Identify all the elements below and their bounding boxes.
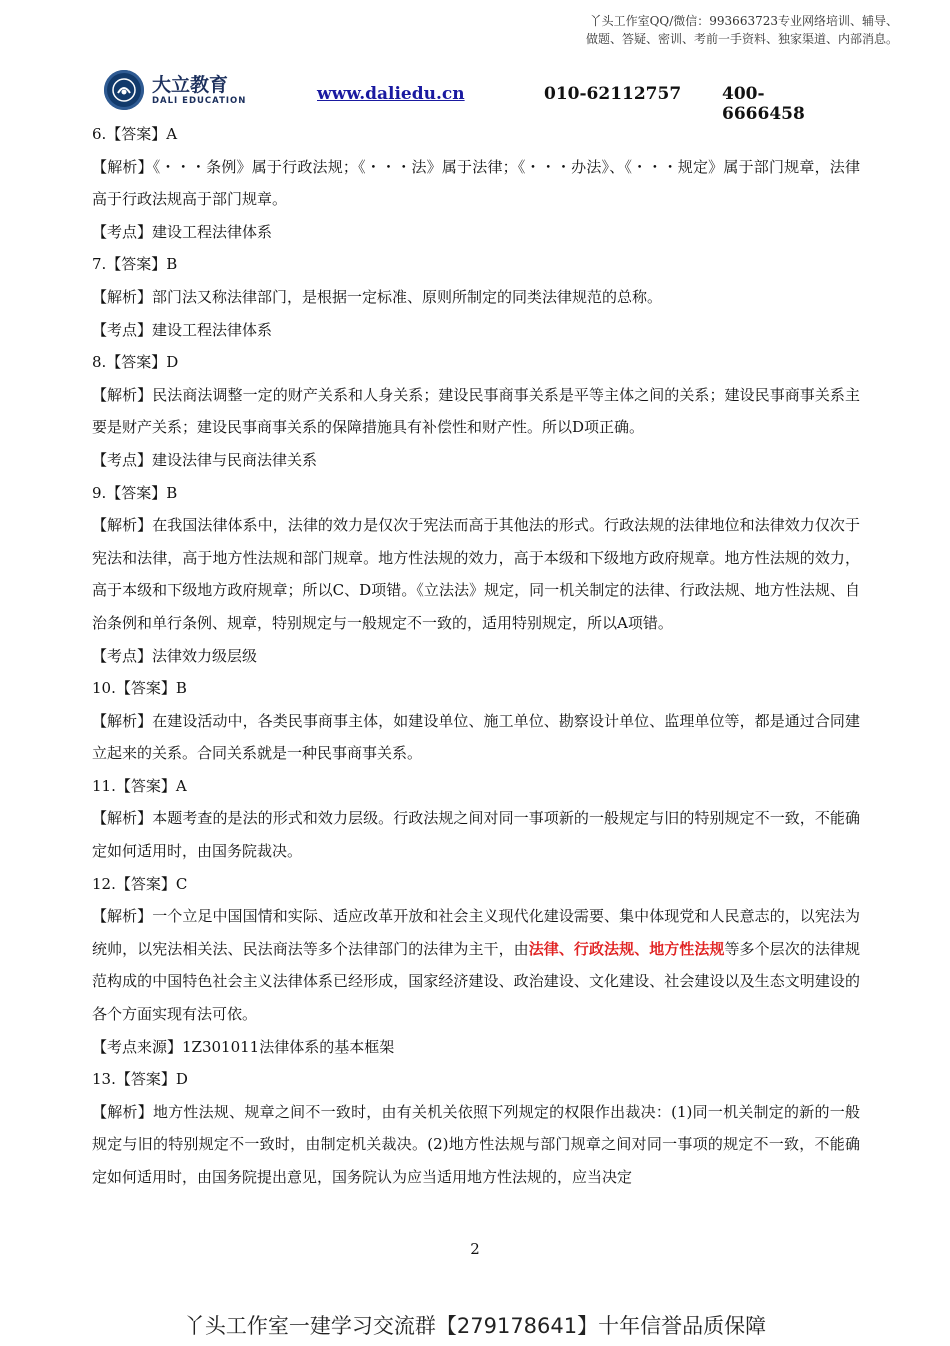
page-number: 2: [470, 1240, 480, 1258]
highlighted-text: 法律、行政法规、地方性法规: [528, 939, 725, 958]
top-note-line-1: 丫头工作室QQ/微信：993663723专业网络培训、辅导、: [589, 14, 898, 28]
answer-line: 7.【答案】B: [92, 255, 178, 274]
key-point-line: 【考点】建设工程法律体系: [92, 320, 273, 339]
answer-line: 6.【答案】A: [92, 125, 178, 143]
key-point-line: 【考点】法律效力级层级: [92, 646, 258, 665]
answer-line: 10.【答案】B: [92, 679, 187, 698]
key-point-line: 【考点】建设法律与民商法律关系: [92, 450, 318, 469]
logo-chinese-name: 大立教育: [152, 74, 229, 96]
answer-content: [92, 118, 860, 1194]
key-point-source-line: 【考点来源】1Z301011法律体系的基本框架: [92, 1037, 395, 1056]
key-point-line: 【考点】建设工程法律体系: [92, 222, 273, 241]
top-note-line-2: 做题、答疑、密训、考前一手资料、独家渠道、内部消息。: [585, 32, 898, 46]
analysis-paragraph: 【解析】本题考查的是法的形式和效力层级。行政法规之间对同一事项新的一般规定与旧的特别规定不一致，不能确定如何适用时，由国务院裁决。: [92, 809, 860, 861]
analysis-paragraph: 【解析】在我国法律体系中，法律的效力是仅次于宪法而高于其他法的形式。行政法规的法律地位和法律效力仅次于宪法和法律，高于地方性法规和部门规章。地方性法规的效力，高于本级和下级地方政府规章。地方性法规的效力，高于本级和下级地方政府规章；所以C、D项错。《立法法》规定，同一机关制定的法律、行政法规、地方性法规、自治条例和单行条例、规章，特别规定与一般规定不一致的，适用特别规定，所以A项错。: [92, 516, 860, 632]
analysis-paragraph: 【解析】部门法又称法律部门，是根据一定标准、原则所制定的同类法律规范的总称。: [92, 287, 663, 306]
analysis-text: 【解析】一个立足中国国情和实际、适应改革开放和社会主义现代化建设需要、集中体现党和人民意志的，以宪法为统帅，以宪法相关法、民法商法等多个法律部门的法律为主干，由: [92, 907, 860, 958]
analysis-paragraph: 【解析】地方性法规、规章之间不一致时，由有关机关依照下列规定的权限作出裁决：(1)同一机关制定的新的一般规定与旧的特别规定不一致时，由制定机关裁决。(2)地方性法规与部门规章之间对同一事项的规定不一致，不能确定如何适用时，由国务院提出意见，国务院认为应当适用地方性法规的，应当决定: [92, 1102, 860, 1186]
analysis-paragraph: 【解析】《・・・条例》属于行政法规；《・・・法》属于法律；《・・・办法》、《・・・规定》属于部门规章，法律高于行政法规高于部门规章。: [92, 157, 860, 209]
dali-logo: [104, 70, 246, 110]
logo-english-name: DALI EDUCATION: [152, 96, 247, 106]
page-header: [104, 70, 844, 124]
website-link[interactable]: www.daliedu.cn: [317, 84, 465, 104]
answer-line: 9.【答案】B: [92, 483, 178, 502]
analysis-text: 等多个层次的法律规范构成的中国特色社会主义法律体系已经形成，国家经济建设、政治建设、文化建设、社会建设以及生态文明建设的各个方面实现有法可依。: [92, 939, 860, 1024]
analysis-paragraph: 【解析】民法商法调整一定的财产关系和人身关系；建设民事商事关系是平等主体之间的关系；建设民事商事关系主要是财产关系；建设民事商事关系的保障措施具有补偿性和财产性。所以D项正确。: [92, 385, 860, 437]
top-promo-note: [478, 12, 898, 48]
dali-emblem-icon: [104, 70, 144, 110]
answer-line: 12.【答案】C: [92, 874, 188, 893]
analysis-paragraph: 【解析】在建设活动中，各类民事商事主体，如建设单位、施工单位、勘察设计单位、监理单位等，都是通过合同建立起来的关系。合同关系就是一种民事商事关系。: [92, 711, 860, 763]
analysis-paragraph-12: [92, 900, 860, 1030]
phone-number-2: 400-6666458: [722, 84, 805, 124]
answer-line: 8.【答案】D: [92, 353, 179, 372]
footer-banner: 丫头工作室一建学习交流群【279178641】十年信誉品质保障: [183, 1314, 767, 1338]
answer-line: 13.【答案】D: [92, 1070, 188, 1089]
answer-line: 11.【答案】A: [92, 776, 187, 795]
phone-number-1: 010-62112757: [544, 84, 682, 104]
